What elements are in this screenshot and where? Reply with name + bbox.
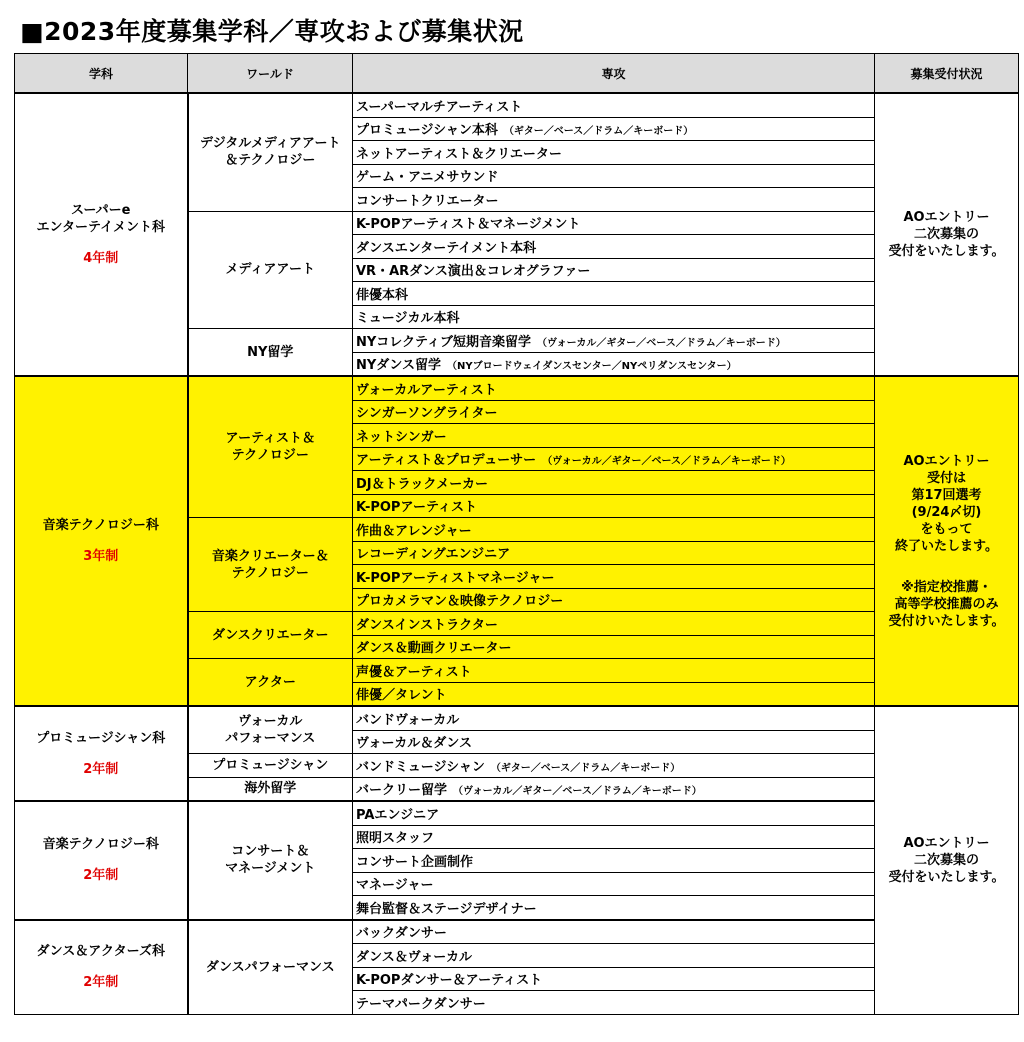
recruitment-table bbox=[14, 53, 1019, 1015]
major-name: 俳優本科 bbox=[356, 287, 409, 303]
major-name: ダンスエンターテイメント本科 bbox=[356, 240, 537, 256]
major-name: プロミュージシャン本科 bbox=[356, 123, 498, 139]
major-name: 照明スタッフ bbox=[356, 831, 435, 847]
major-cell bbox=[353, 991, 875, 1015]
major-name: K-POPアーティスト＆マネージメント bbox=[356, 217, 581, 233]
header-status: 募集受付状況 bbox=[875, 54, 1019, 94]
world-cell: アクター bbox=[188, 659, 353, 707]
status-text: AOエントリー 受付は 第17回選考 (9/24〆切) をもって 終了いたします。 bbox=[895, 453, 998, 554]
dept-cell bbox=[15, 376, 188, 706]
status-text: AOエントリー 二次募集の 受付をいたします。 bbox=[888, 835, 1005, 885]
major-name: ダンス＆ヴォーカル bbox=[356, 949, 472, 965]
major-name: アーティスト＆プロデューサー bbox=[356, 453, 537, 469]
major-cell bbox=[353, 754, 875, 778]
major-name: NYコレクティブ短期音楽留学 bbox=[356, 334, 531, 350]
table-row bbox=[15, 93, 1019, 117]
major-name: レコーディングエンジニア bbox=[356, 547, 511, 563]
major-note: （NYブロードウェイダンスセンター／NYペリダンスセンター） bbox=[447, 361, 737, 373]
major-name: NYダンス留学 bbox=[356, 358, 442, 374]
major-name: ヴォーカルアーティスト bbox=[356, 382, 497, 398]
major-cell bbox=[353, 777, 875, 801]
major-name: DJ＆トラックメーカー bbox=[356, 476, 488, 492]
table-header-row bbox=[15, 54, 1019, 94]
major-cell bbox=[353, 825, 875, 849]
major-cell bbox=[353, 706, 875, 730]
major-cell bbox=[353, 635, 875, 659]
major-name: 舞台監督＆ステージデザイナー bbox=[356, 901, 537, 917]
table-row bbox=[15, 801, 1019, 825]
dept-cell bbox=[15, 706, 188, 801]
major-cell bbox=[353, 235, 875, 259]
major-name: 俳優／タレント bbox=[356, 688, 447, 704]
major-name: 作曲＆アレンジャー bbox=[356, 523, 472, 539]
major-name: 声優＆アーティスト bbox=[356, 664, 472, 680]
world-cell: ダンスクリエーター bbox=[188, 612, 353, 659]
major-name: K-POPアーティスト bbox=[356, 500, 478, 516]
major-cell bbox=[353, 447, 875, 471]
major-cell bbox=[353, 967, 875, 991]
major-name: VR・ARダンス演出＆コレオグラファー bbox=[356, 264, 591, 280]
world-cell: ダンスパフォーマンス bbox=[188, 920, 353, 1015]
table-row bbox=[15, 706, 1019, 730]
major-cell bbox=[353, 730, 875, 754]
major-cell bbox=[353, 541, 875, 565]
major-note: （ギター／ベース／ドラム／キーボード） bbox=[490, 762, 681, 774]
major-cell bbox=[353, 588, 875, 612]
major-name: ダンス＆動画クリエーター bbox=[356, 641, 512, 657]
program-length: 3年制 bbox=[83, 549, 119, 564]
major-cell bbox=[353, 282, 875, 306]
major-name: ダンスインストラクター bbox=[356, 617, 498, 633]
major-name: ゲーム・アニメサウンド bbox=[356, 170, 499, 186]
major-cell bbox=[353, 258, 875, 282]
major-cell bbox=[353, 920, 875, 944]
major-note: （ヴォーカル／ギター／ベース／ドラム／キーボード） bbox=[537, 337, 786, 349]
major-cell bbox=[353, 944, 875, 968]
table-row bbox=[15, 376, 1019, 400]
major-cell bbox=[353, 471, 875, 495]
table-body bbox=[15, 93, 1019, 1014]
dept-name: スーパーe エンターテイメント科 bbox=[36, 203, 165, 235]
dept-name: 音楽テクノロジー科 bbox=[42, 837, 159, 853]
major-cell bbox=[353, 211, 875, 235]
major-cell bbox=[353, 305, 875, 329]
program-length: 2年制 bbox=[83, 868, 119, 884]
world-cell: メディアアート bbox=[188, 211, 353, 329]
major-cell bbox=[353, 565, 875, 589]
dept-cell bbox=[15, 920, 188, 1015]
major-name: ネットシンガー bbox=[356, 429, 447, 445]
major-name: バークリー留学 bbox=[356, 783, 448, 799]
dept-cell bbox=[15, 801, 188, 920]
world-cell: プロミュージシャン bbox=[188, 754, 353, 778]
major-cell bbox=[353, 801, 875, 825]
major-name: マネージャー bbox=[356, 878, 434, 894]
header-world: ワールド bbox=[188, 54, 353, 94]
major-name: コンサート企画制作 bbox=[356, 854, 474, 870]
major-note: （ヴォーカル／ギター／ベース／ドラム／キーボード） bbox=[542, 456, 791, 468]
major-cell bbox=[353, 494, 875, 518]
major-name: テーマパークダンサー bbox=[356, 996, 486, 1012]
header-dept: 学科 bbox=[15, 54, 188, 94]
world-cell: NY留学 bbox=[188, 329, 353, 377]
major-cell bbox=[353, 329, 875, 353]
status-cell bbox=[875, 376, 1019, 706]
major-cell bbox=[353, 896, 875, 920]
major-name: ミュージカル本科 bbox=[356, 311, 460, 327]
major-cell bbox=[353, 400, 875, 424]
status-cell bbox=[875, 706, 1019, 1014]
world-cell: 音楽クリエーター＆ テクノロジー bbox=[188, 518, 353, 612]
major-name: K-POPダンサー＆アーティスト bbox=[356, 973, 543, 989]
program-length: 4年制 bbox=[83, 251, 119, 266]
status-cell bbox=[875, 93, 1019, 376]
header-major: 専攻 bbox=[353, 54, 875, 94]
major-cell bbox=[353, 93, 875, 117]
major-cell bbox=[353, 424, 875, 448]
major-name: バンドミュージシャン bbox=[356, 759, 485, 775]
world-cell: ヴォーカル パフォーマンス bbox=[188, 706, 353, 754]
major-cell bbox=[353, 141, 875, 165]
status-note: ※指定校推薦・ 高等学校推薦のみ 受付けいたします。 bbox=[888, 579, 1005, 629]
world-cell: アーティスト＆ テクノロジー bbox=[188, 376, 353, 518]
major-cell bbox=[353, 872, 875, 896]
dept-cell bbox=[15, 93, 188, 376]
dept-name: 音楽テクノロジー科 bbox=[42, 518, 159, 533]
dept-name: プロミュージシャン科 bbox=[36, 730, 166, 746]
major-cell bbox=[353, 518, 875, 542]
program-length: 2年制 bbox=[83, 761, 119, 777]
major-name: スーパーマルチアーティスト bbox=[356, 99, 523, 115]
major-name: バックダンサー bbox=[356, 926, 447, 942]
status-text: AOエントリー 二次募集の 受付をいたします。 bbox=[888, 210, 1005, 259]
major-cell bbox=[353, 612, 875, 636]
major-name: シンガーソングライター bbox=[356, 406, 498, 422]
major-name: バンドヴォーカル bbox=[356, 712, 460, 728]
world-cell: デジタルメディアアート ＆テクノロジー bbox=[188, 93, 353, 211]
major-cell bbox=[353, 117, 875, 141]
major-cell bbox=[353, 188, 875, 212]
page-title: ■2023年度募集学科／専攻および募集状況 bbox=[20, 17, 524, 46]
major-name: ネットアーティスト＆クリエーター bbox=[356, 146, 562, 162]
table-row bbox=[15, 920, 1019, 944]
world-cell: コンサート＆ マネージメント bbox=[188, 801, 353, 920]
major-name: PAエンジニア bbox=[356, 807, 440, 823]
major-note: （ヴォーカル／ギター／ベース／ドラム／キーボード） bbox=[453, 786, 702, 798]
major-cell bbox=[353, 659, 875, 683]
major-note: （ギター／ベース／ドラム／キーボード） bbox=[503, 126, 694, 138]
major-cell bbox=[353, 849, 875, 873]
program-length: 2年制 bbox=[83, 975, 119, 990]
major-cell bbox=[353, 376, 875, 400]
world-cell: 海外留学 bbox=[188, 777, 353, 801]
major-cell bbox=[353, 682, 875, 706]
major-cell bbox=[353, 164, 875, 188]
major-name: コンサートクリエーター bbox=[356, 193, 499, 209]
major-name: プロカメラマン＆映像テクノロジー bbox=[356, 594, 564, 610]
major-cell bbox=[353, 352, 875, 376]
major-name: ヴォーカル＆ダンス bbox=[356, 736, 472, 752]
dept-name: ダンス＆アクターズ科 bbox=[36, 944, 165, 959]
major-name: K-POPアーティストマネージャー bbox=[356, 570, 555, 586]
